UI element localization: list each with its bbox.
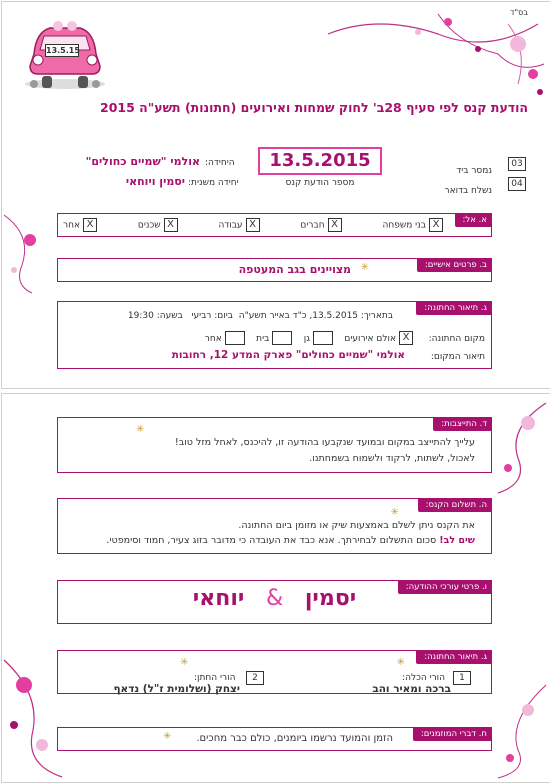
section-a-head: א. אל:	[455, 213, 492, 227]
bride-parents-value: ברכה ומאיר והב	[372, 683, 451, 695]
section-d	[57, 417, 492, 473]
place-home: בית	[256, 334, 292, 344]
section-d-head: ד. התייצבות:	[433, 417, 492, 431]
section-e-head: ה. תשלום הקנס:	[418, 498, 492, 512]
code-label: נשלח בדואר	[444, 186, 492, 196]
corner-text: בס"ד	[510, 8, 528, 17]
place-other: אחר	[205, 334, 245, 344]
section-a	[57, 213, 492, 237]
other-checkbox[interactable]: X	[83, 218, 97, 232]
sparkle-icon: ✳	[136, 424, 145, 435]
code-row-1	[402, 158, 492, 177]
section-c-head: ג. תיאור החתונה:	[416, 301, 492, 315]
car-plate: 13.5.15	[46, 46, 80, 55]
ampersand: &	[266, 586, 284, 611]
place-options-row1	[205, 331, 413, 345]
option-family: Xבני משפחה	[382, 218, 443, 232]
desc-value: אולמי "שמיים כחולים" פארק המדע 12, רחובות	[171, 349, 405, 361]
section-e	[57, 498, 492, 554]
place-garden: גן	[304, 334, 333, 344]
option-work: Xעבודה	[218, 218, 259, 232]
groom-parents-label: הורי החתן:	[194, 673, 236, 683]
sparkle-icon: ✳	[360, 262, 369, 273]
section-e-line2	[106, 535, 475, 546]
neighbors-checkbox[interactable]: X	[164, 218, 178, 232]
sparkle-icon: ✳	[180, 657, 189, 668]
section-h-head: ח. דברי המוזמנים:	[413, 727, 492, 741]
date-value: 13.5.2015, כ"ד באייר תשע"ה	[238, 311, 359, 321]
day-value: רביעי	[191, 311, 212, 321]
option-other: Xאחר	[63, 218, 97, 232]
page-title: הודעת קנס לפי סעיף 28ב' לחוק שמחות ואירועים (חתונות) תשע"ה 2015	[100, 100, 528, 115]
fine-number-caption: מספר הודעת קנס	[285, 178, 355, 188]
bride-parents-num: 1	[453, 671, 471, 685]
work-checkbox[interactable]: X	[246, 218, 260, 232]
groom-parents-num: 2	[246, 671, 264, 685]
section-c	[57, 301, 492, 369]
place-other-checkbox[interactable]	[225, 331, 245, 345]
bride-name: יסמין	[304, 586, 357, 611]
floral-ornament-left	[2, 205, 47, 295]
sparkle-icon: ✳	[163, 731, 172, 742]
bride-parents-label: הורי הכלה:	[402, 673, 445, 683]
section-g	[57, 650, 492, 694]
unit-label: היחידה:	[205, 158, 235, 168]
option-friends: Xחברים	[300, 218, 341, 232]
note-label: שים לב!	[439, 535, 475, 546]
section-f	[57, 580, 492, 624]
section-f-head: ו. פרטי עורכי ההודעה:	[398, 580, 492, 594]
day-label: ביום:	[214, 311, 233, 321]
garden-checkbox[interactable]	[313, 331, 333, 345]
section-e-line1: את הקנס ניתן לשלם באמצעות שיק או מזומן ביום החתונה.	[238, 520, 475, 531]
section-h	[57, 727, 492, 751]
family-checkbox[interactable]: X	[429, 218, 443, 232]
section-b-text: מצויינים בגב המעטפה	[238, 263, 351, 276]
sparkle-icon: ✳	[390, 507, 399, 518]
note-text: סכום התשלום לבחירתך. אנא כבד את העובדה כי מדובר בזוג צעיר, חמוד וסימפטי.	[106, 535, 437, 546]
section-b	[57, 258, 492, 282]
section-a-options	[63, 218, 443, 232]
hall-checkbox[interactable]: X	[399, 331, 413, 345]
code-box-2: 04	[508, 177, 526, 191]
floral-ornament-bottom-right	[488, 680, 548, 780]
couple-names	[58, 586, 491, 611]
option-neighbors: Xשכנים	[138, 218, 178, 232]
groom-name: יוחאי	[192, 586, 245, 611]
hour-label: בשעה:	[156, 311, 183, 321]
date-label: בתאריך:	[360, 311, 393, 321]
code-label: נמסר ביד	[456, 166, 492, 176]
desc-label: תיאור המקום:	[430, 352, 485, 362]
fine-number: 13.5.2015	[258, 147, 382, 175]
code-row-2	[402, 178, 492, 197]
section-h-text: הזמן והמועד נרשמו ביומנים, כולם כבר מחכים.	[196, 733, 393, 744]
home-checkbox[interactable]	[272, 331, 292, 345]
section-d-line1: עלייך להתייצב במקום ובמועד שנקבעו בהודעה זו, להיכנס, לאחל מזל טוב!	[174, 437, 475, 448]
groom-parents-value: יצחק (ושלומית ז"ל) נדאף	[113, 683, 240, 695]
friends-checkbox[interactable]: X	[328, 218, 342, 232]
sub-unit-label: יחידה משנית:	[188, 178, 239, 188]
unit-value: אולמי "שמיים כחולים"	[85, 155, 200, 168]
section-d-line2: לאכול, לשתות, לרקוד ולשמוח בשמחתנו.	[309, 453, 475, 464]
place-label: מקום החתונה:	[428, 334, 485, 344]
section-b-head: ב. פרטים אישיים:	[417, 258, 492, 272]
hour-value: 19:30	[127, 311, 154, 321]
floral-ornament-top-right	[318, 4, 548, 99]
code-box-1: 03	[508, 157, 526, 171]
section-g-head: ג. תיאור החתונה:	[416, 650, 492, 664]
sparkle-icon: ✳	[396, 657, 405, 668]
date-row	[128, 311, 393, 321]
place-hall: Xאולם אירועים	[344, 334, 413, 344]
sub-unit-value: יסמין ויוחאי	[125, 175, 185, 188]
